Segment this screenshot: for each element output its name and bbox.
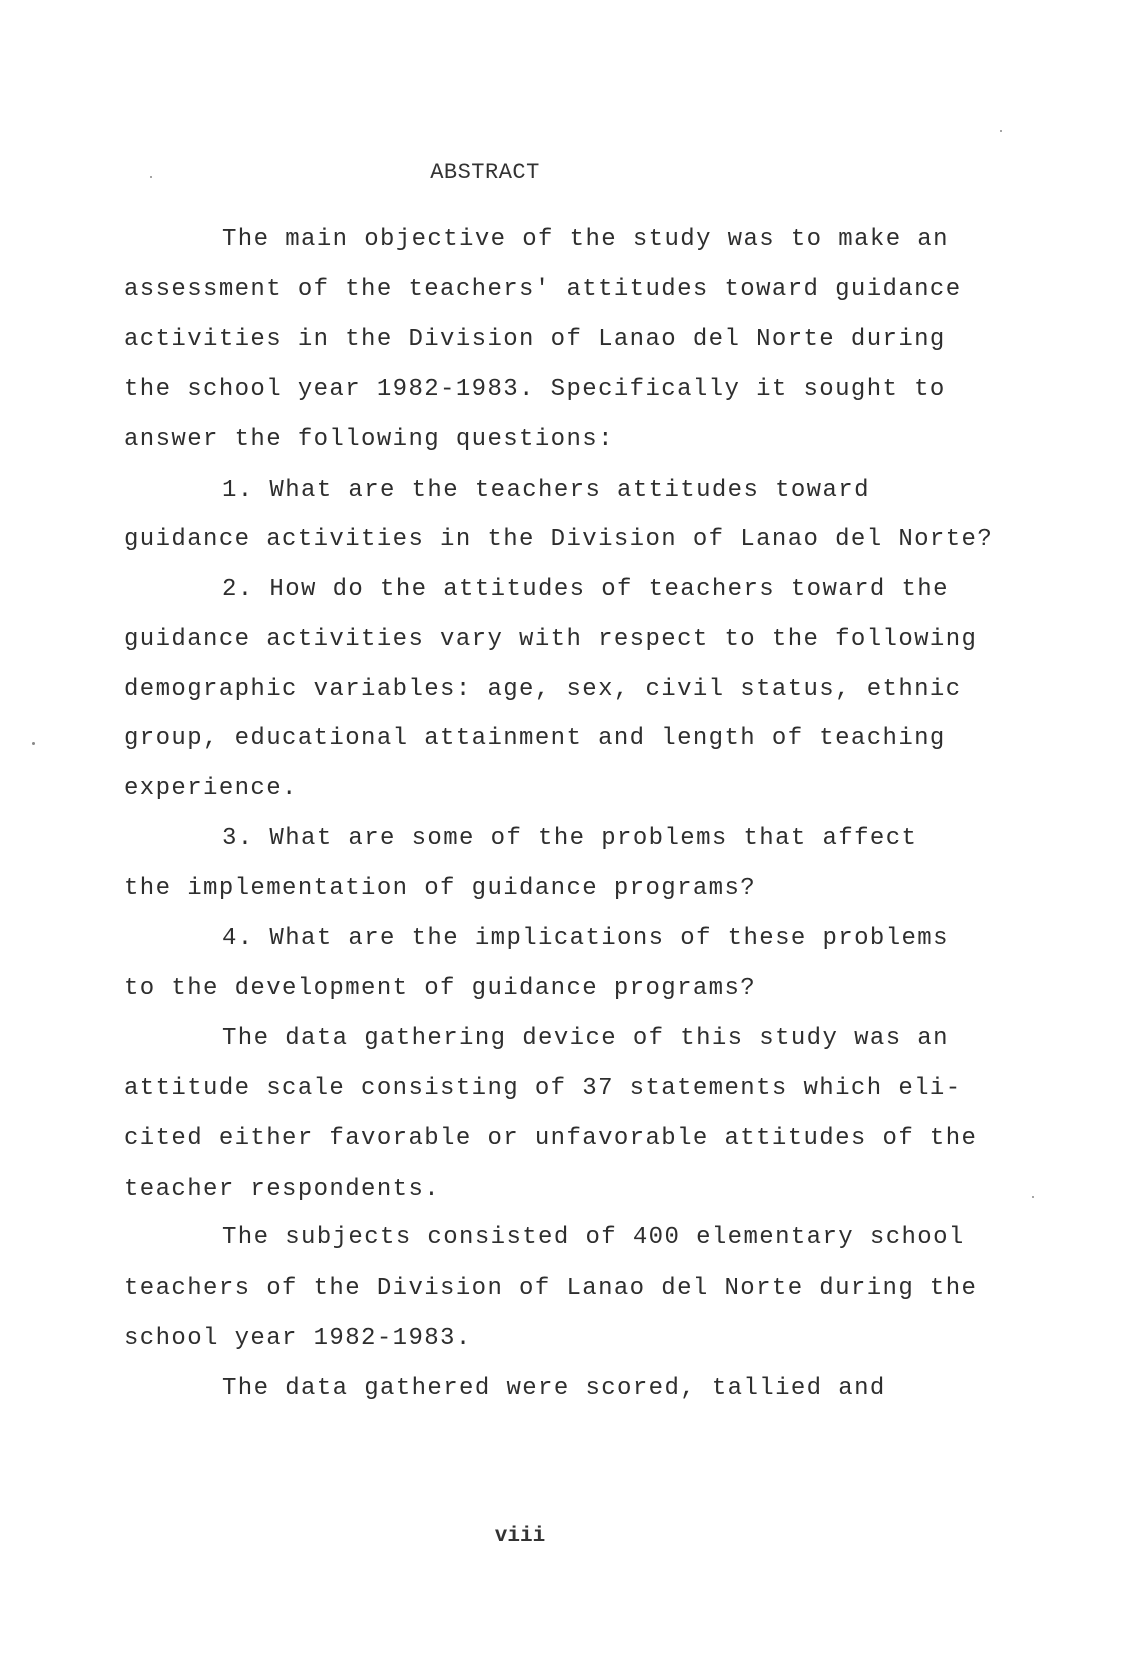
text-line: the implementation of guidance programs? bbox=[124, 875, 757, 902]
text-line: answer the following questions: bbox=[124, 426, 614, 453]
text-line: guidance activities in the Division of Lanao del Norte? bbox=[124, 526, 994, 553]
text-line: The data gathered were scored, tallied and bbox=[222, 1375, 886, 1402]
scan-speck bbox=[150, 176, 152, 178]
text-line: The data gathering device of this study was an bbox=[222, 1025, 949, 1052]
scan-speck bbox=[1032, 1196, 1034, 1198]
text-line: cited either favorable or unfavorable attitudes of the bbox=[124, 1125, 978, 1152]
text-line: teachers of the Division of Lanao del Norte during the bbox=[124, 1275, 978, 1302]
text-line: The main objective of the study was to make an bbox=[222, 226, 949, 253]
text-line: the school year 1982-1983. Specifically it sought to bbox=[124, 376, 946, 403]
page-title: ABSTRACT bbox=[430, 160, 540, 185]
text-line: assessment of the teachers' attitudes toward guidance bbox=[124, 276, 962, 303]
question-1: 1. What are the teachers attitudes toward bbox=[222, 477, 870, 504]
text-line: experience. bbox=[124, 775, 298, 802]
text-line: demographic variables: age, sex, civil status, ethnic bbox=[124, 676, 962, 703]
text-line: guidance activities vary with respect to the following bbox=[124, 626, 978, 653]
scan-speck bbox=[1000, 130, 1002, 132]
question-3: 3. What are some of the problems that affect bbox=[222, 825, 918, 852]
scan-speck bbox=[32, 742, 35, 745]
question-2: 2. How do the attitudes of teachers toward the bbox=[222, 576, 949, 603]
text-line: teacher respondents. bbox=[124, 1176, 441, 1203]
question-4: 4. What are the implications of these problems bbox=[222, 925, 949, 952]
text-line: group, educational attainment and length of teaching bbox=[124, 725, 946, 752]
text-line: The subjects consisted of 400 elementary school bbox=[222, 1224, 965, 1251]
text-line: attitude scale consisting of 37 statements which eli- bbox=[124, 1075, 962, 1102]
text-line: activities in the Division of Lanao del Norte during bbox=[124, 326, 946, 353]
page-number: viii bbox=[494, 1525, 546, 1548]
text-line: to the development of guidance programs? bbox=[124, 975, 757, 1002]
text-line: school year 1982-1983. bbox=[124, 1325, 472, 1352]
